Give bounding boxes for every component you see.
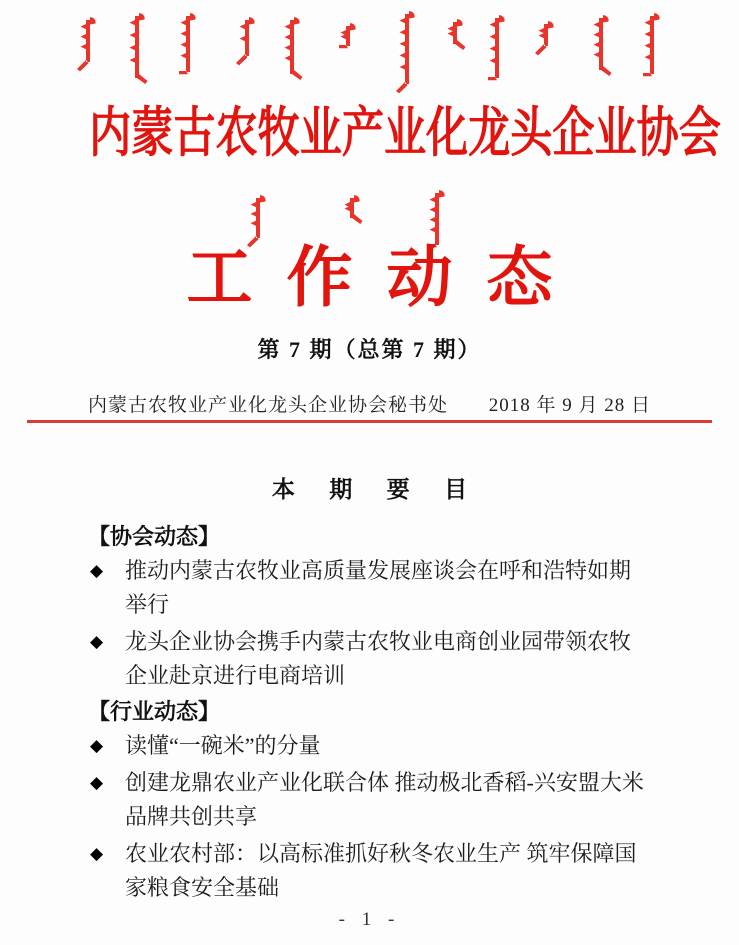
org-title <box>0 100 739 166</box>
toc-item <box>88 554 649 622</box>
org-title-text: 内蒙古农牧业产业化龙头企业协会 <box>89 103 721 163</box>
publisher-name: 内蒙古农牧业产业化龙头企业协会秘书处 <box>88 395 449 416</box>
toc-item-text: 读懂“一碗米”的分量 <box>125 733 321 758</box>
diamond-bullet-icon: ◆ <box>90 773 104 792</box>
toc-item <box>88 837 649 905</box>
diamond-bullet-icon: ◆ <box>90 632 104 651</box>
toc-item <box>88 729 649 763</box>
toc-item-text: 农业农村部：以高标准抓好秋冬农业生产 筑牢保障国家粮食安全基础 <box>125 841 637 900</box>
toc-heading: 本 期 要 目 <box>271 476 482 502</box>
diamond-bullet-icon: ◆ <box>90 736 104 755</box>
bulletin-title: 工作动态 <box>186 242 587 315</box>
diamond-bullet-icon: ◆ <box>90 844 104 863</box>
publisher-row <box>88 394 651 418</box>
toc-item-text: 龙头企业协会携手内蒙古农牧业电商创业园带领农牧企业赴京进行电商培训 <box>125 629 632 688</box>
issue-number-line: 第 7 期（总第 7 期） <box>257 337 482 362</box>
section-title-industry-news: 【行业动态】 <box>88 699 221 724</box>
page-number: - 1 - <box>338 909 401 930</box>
diamond-bullet-icon: ◆ <box>90 561 104 580</box>
toc-item-text: 创建龙鼎农业产业化联合体 推动极北香稻-兴安盟大米品牌共创共享 <box>125 770 644 829</box>
section-title-association-news: 【协会动态】 <box>88 524 221 549</box>
red-divider-rule <box>27 420 712 423</box>
toc-item-text: 推动内蒙古农牧业高质量发展座谈会在呼和浩特如期举行 <box>125 558 632 617</box>
toc-item <box>88 625 649 693</box>
toc-item <box>88 766 649 834</box>
toc <box>88 521 649 905</box>
mongolian-script-top-row <box>0 0 739 98</box>
publication-date: 2018 年 9 月 28 日 <box>488 395 651 416</box>
